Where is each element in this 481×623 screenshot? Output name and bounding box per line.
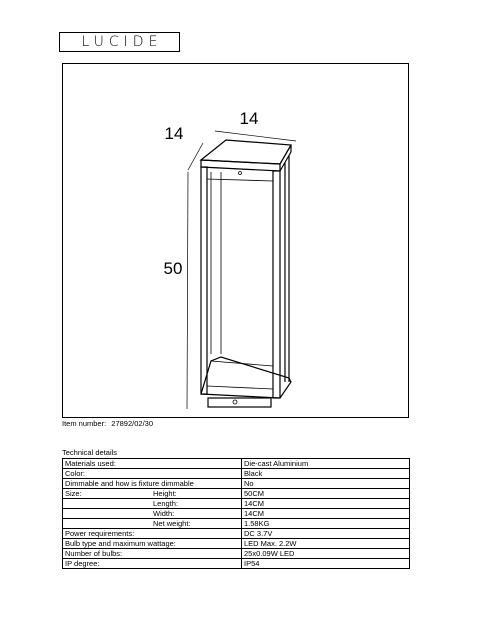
spec-value: No	[242, 479, 410, 489]
item-number-value: 27892/02/30	[111, 419, 153, 428]
brand-logo-text: LUCIDE	[81, 34, 163, 50]
spec-value: 1.58KG	[242, 519, 410, 529]
lamp-ground-spike	[208, 398, 271, 407]
spec-key: Dimmable and how is fixture dimmable	[63, 479, 242, 489]
table-row	[63, 549, 410, 559]
width-dimension-label: 14	[239, 109, 259, 128]
height-dimension-line	[187, 172, 188, 409]
lamp-front-right-post	[273, 171, 280, 398]
table-row	[63, 469, 410, 479]
table-row	[63, 459, 410, 469]
spec-value: 25x0.09W LED	[242, 549, 410, 559]
spec-value: 14CM	[242, 499, 410, 509]
table-row	[63, 489, 410, 499]
spec-key: Size:	[63, 489, 152, 499]
table-row	[63, 479, 410, 489]
spec-subkey: Length:	[151, 499, 242, 509]
spec-subkey: Height:	[151, 489, 242, 499]
spec-value: Die-cast Aluminium	[242, 459, 410, 469]
table-row	[63, 519, 410, 529]
table-row	[63, 539, 410, 549]
item-number	[62, 419, 153, 428]
spec-key: Power requirements:	[63, 529, 242, 539]
table-row	[63, 559, 410, 569]
spec-subkey: Width:	[151, 509, 242, 519]
spec-key	[63, 509, 152, 519]
spec-key: Color:	[63, 469, 242, 479]
spec-key: Materials used:	[63, 459, 242, 469]
lamp-front-left-post	[201, 167, 207, 394]
spec-key: IP degree:	[63, 559, 242, 569]
product-drawing	[62, 63, 409, 418]
spec-key	[63, 499, 152, 509]
spec-key: Bulb type and maximum wattage:	[63, 539, 242, 549]
lamp-outline-drawing	[63, 64, 410, 419]
table-row	[63, 509, 410, 519]
item-number-label: Item number:	[62, 419, 107, 428]
spec-value: LED Max. 2.2W	[242, 539, 410, 549]
brand-logo	[59, 32, 180, 52]
spec-value: 14CM	[242, 509, 410, 519]
spec-value: DC 3.7V	[242, 529, 410, 539]
spec-value: IP54	[242, 559, 410, 569]
height-dimension-label: 50	[163, 259, 183, 278]
spec-subkey: Net weight:	[151, 519, 242, 529]
spec-value: Black	[242, 469, 410, 479]
lamp-base	[201, 357, 291, 398]
technical-details-title: Technical details	[62, 448, 118, 457]
spec-value: 50CM	[242, 489, 410, 499]
spec-key	[63, 519, 152, 529]
spec-key: Number of bulbs:	[63, 549, 242, 559]
technical-details-table	[62, 458, 410, 569]
depth-dimension-label: 14	[164, 124, 184, 143]
table-row	[63, 499, 410, 509]
table-row	[63, 529, 410, 539]
